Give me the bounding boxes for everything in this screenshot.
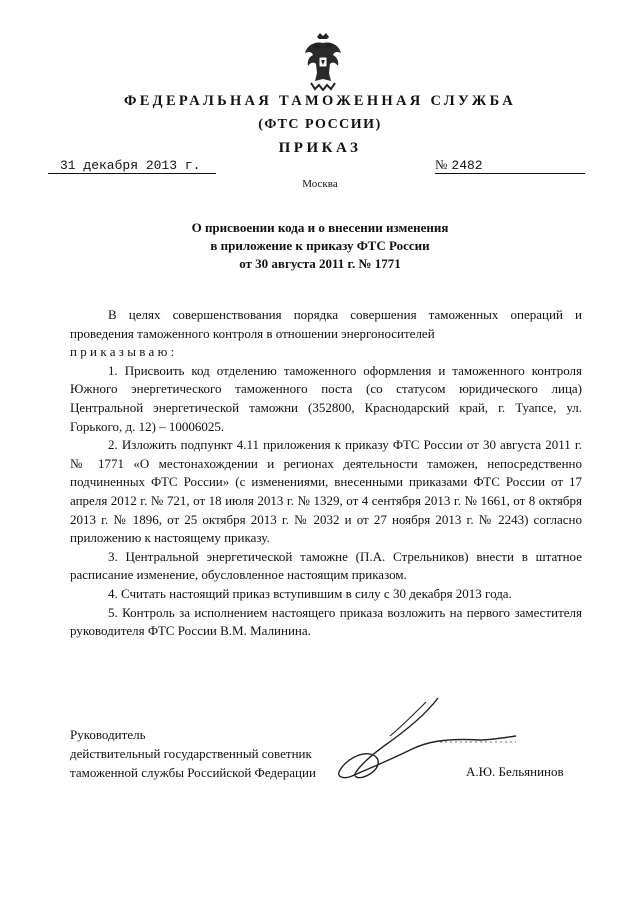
- agency-name: ФЕДЕРАЛЬНАЯ ТАМОЖЕННАЯ СЛУЖБА: [123, 93, 517, 109]
- position-line: таможенной службы Российской Федерации: [70, 764, 316, 780]
- order-title: [110, 219, 530, 273]
- order-item: 4. Считать настоящий приказ вступившим в силу с 30 декабря 2013 года.: [108, 585, 512, 601]
- title-line: от 30 августа 2011 г. № 1771: [239, 256, 401, 271]
- state-emblem-icon: [303, 33, 343, 91]
- city: Москва: [302, 178, 338, 190]
- title-line: в приложение к приказу ФТС России: [210, 238, 430, 253]
- signer-name: А.Ю. Бельянинов: [466, 764, 564, 779]
- order-number-value: 2482: [451, 158, 483, 173]
- signatory-position: [70, 726, 316, 782]
- agency-short-name: (ФТС РОССИИ): [258, 117, 382, 132]
- order-date-text: 31 декабря 2013 г.: [60, 158, 201, 173]
- document-type: ПРИКАЗ: [278, 140, 362, 156]
- order-word: приказываю:: [70, 344, 178, 360]
- order-body: [70, 306, 582, 641]
- preamble: В целях совершенствования порядка совершения таможенных операций и проведения таможенного контроля в отношении энергоносителей: [70, 307, 582, 341]
- order-item: 2. Изложить подпункт 4.11 приложения к приказу ФТС России от 30 августа 2011 г. № 1771 «О местонахождении и регионах деятельности таможен, непосредственно подчиненных ФТС России» (с изменениями, внесенными приказами ФТС России от 17 апреля 2012 г. № 721, от 18 июля 2013 г. № 1329, от 4 сентября 2013 г. № 1661, от 8 октября 2013 г. № 1896, от 25 октября 2013 г. № 2032 и от 27 ноября 2013 г. № 2243) согласно приложению к настоящему приказу.: [70, 437, 582, 546]
- order-number-prefix: №: [435, 157, 448, 172]
- order-item: 1. Присвоить код отделению таможенного оформления и таможенного контроля Южного энергетического таможенного поста (со статусом юридического лица) Центральной энергетической таможни (352800, Краснодарский край, г. Туапсе, ул. Горького, д. 12) – 10006025.: [70, 362, 582, 434]
- order-number: [435, 156, 585, 174]
- position-line: Руководитель: [70, 727, 146, 742]
- order-item: 3. Центральной энергетической таможне (П.А. Стрельников) внести в штатное расписание изменение, обусловленное настоящим приказом.: [70, 548, 582, 583]
- title-line: О присвоении кода и о внесении изменения: [191, 220, 449, 235]
- order-item: 5. Контроль за исполнением настоящего приказа возложить на первого заместителя руководителя ФТС России В.М. Малинина.: [70, 604, 582, 639]
- order-date: [48, 156, 216, 174]
- position-line: действительный государственный советник: [70, 745, 312, 761]
